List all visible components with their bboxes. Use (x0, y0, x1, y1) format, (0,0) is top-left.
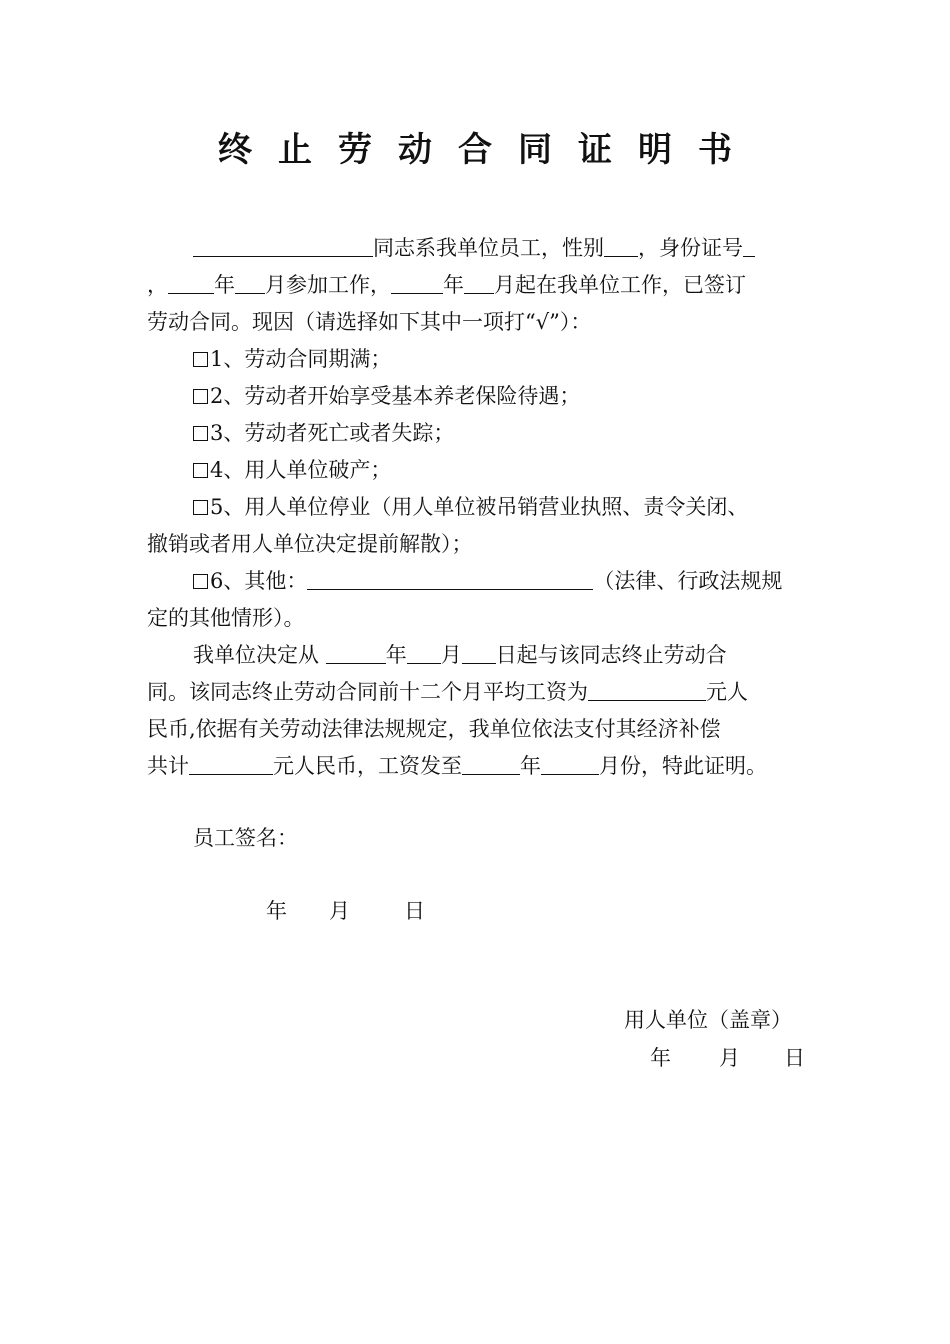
option-2 (147, 378, 807, 415)
p2-text: 年 (385, 643, 407, 667)
option-2-text: 2、劳动者开始享受基本养老保险待遇； (210, 384, 581, 408)
paragraph-2-line-3: 民币,依据有关劳动法律法规规定，我单位依法支付其经济补偿 (147, 717, 721, 741)
option-3 (147, 415, 807, 452)
option-1-checkbox[interactable] (193, 352, 208, 367)
option-6-text: 6、其他： (210, 569, 308, 593)
employer-date-year: 年 (650, 1046, 671, 1070)
employee-date-month: 月 (329, 899, 350, 923)
employee-date-day: 日 (404, 899, 425, 923)
employer-date-day: 日 (784, 1046, 805, 1070)
p2-text: 月 (440, 643, 462, 667)
p2-text: 元人民币，工资发至 (273, 754, 462, 778)
paragraph-2-line-4 (147, 748, 807, 785)
employer-seal-label: 用人单位（盖章） (624, 1008, 792, 1032)
option-4-checkbox[interactable] (193, 463, 208, 478)
p1-text: 年 (443, 273, 464, 297)
wage-paid-month-blank[interactable] (541, 752, 599, 775)
p1-text: 月参加工作， (265, 273, 391, 297)
option-4 (147, 452, 807, 489)
paragraph-1-line-3: 劳动合同。现因（请选择如下其中一项打“√”）： (147, 310, 592, 334)
paragraph-1-line-2 (147, 267, 807, 304)
p1-text: ， (147, 273, 168, 297)
p1-text: 年 (214, 273, 235, 297)
employer-date-month: 月 (719, 1046, 740, 1070)
option-5-continuation: 撤销或者用人单位决定提前解散）； (147, 532, 473, 556)
id-number-blank[interactable] (743, 234, 755, 257)
start-work-month-blank[interactable] (235, 271, 265, 294)
employee-signature-date (266, 895, 425, 925)
p1-text: 月起在我单位工作，已签订 (494, 273, 746, 297)
p2-text: 日起与该同志终止劳动合 (495, 643, 727, 667)
option-3-text: 3、劳动者死亡或者失踪； (210, 421, 455, 445)
wage-paid-year-blank[interactable] (462, 752, 520, 775)
termination-year-blank[interactable] (326, 641, 386, 664)
name-blank[interactable] (193, 234, 373, 257)
compensation-blank[interactable] (189, 752, 273, 775)
p2-text: 共计 (147, 754, 189, 778)
option-2-checkbox[interactable] (193, 389, 208, 404)
document-body (147, 230, 807, 785)
average-wage-blank[interactable] (588, 678, 706, 701)
option-3-checkbox[interactable] (193, 426, 208, 441)
employee-date-year: 年 (266, 899, 287, 923)
option-4-text: 4、用人单位破产； (210, 458, 392, 482)
employee-signature-label: 员工签名： (193, 826, 298, 850)
option-6-checkbox[interactable] (193, 574, 208, 589)
paragraph-2-line-1 (147, 637, 807, 674)
option-5-text: 5、用人单位停业（用人单位被吊销营业执照、责令关闭、 (210, 495, 749, 519)
paragraph-1-line-1 (147, 230, 807, 267)
option-5-checkbox[interactable] (193, 500, 208, 515)
option-6 (147, 563, 807, 600)
p1-text: ，身份证号 (638, 236, 743, 260)
other-reason-blank[interactable] (307, 567, 593, 590)
option-6-after: （法律、行政法规规 (593, 569, 783, 593)
p2-text: 我单位决定从 (193, 643, 326, 667)
start-work-year-blank[interactable] (168, 271, 214, 294)
termination-day-blank[interactable] (462, 641, 496, 664)
option-5 (147, 489, 807, 526)
gender-blank[interactable] (604, 234, 638, 257)
p2-text: 元人 (706, 680, 748, 704)
join-unit-year-blank[interactable] (391, 271, 443, 294)
paragraph-2-line-2 (147, 674, 807, 711)
p2-text: 月份，特此证明。 (599, 754, 767, 778)
option-1-text: 1、劳动合同期满； (210, 347, 392, 371)
option-1 (147, 341, 807, 378)
p2-text: 同。该同志终止劳动合同前十二个月平均工资为 (147, 680, 588, 704)
p2-text: 年 (520, 754, 541, 778)
document-title: 终止劳动合同证明书 (218, 130, 758, 170)
option-6-continuation: 定的其他情形）。 (147, 606, 305, 630)
join-unit-month-blank[interactable] (464, 271, 494, 294)
termination-month-blank[interactable] (407, 641, 441, 664)
employer-date (650, 1042, 805, 1072)
p1-text: 同志系我单位员工，性别 (373, 236, 604, 260)
